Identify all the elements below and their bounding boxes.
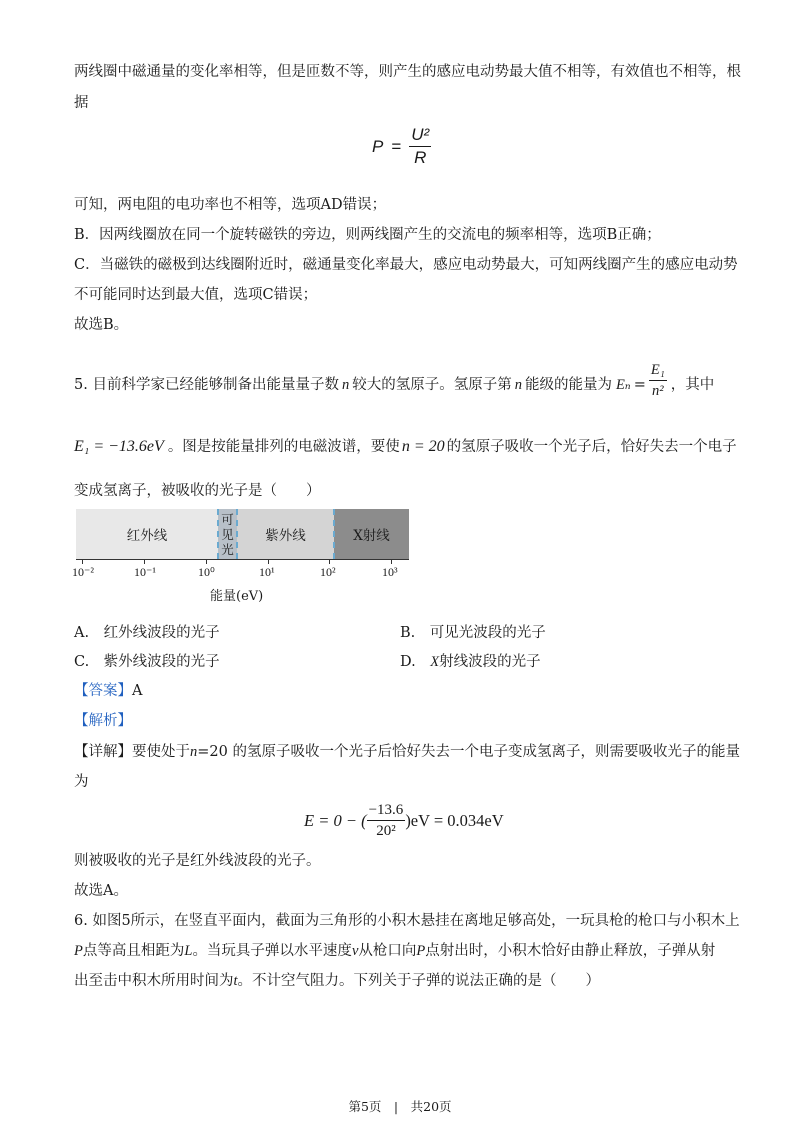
q5-stem-c: 能级的能量为 xyxy=(524,376,612,393)
em-spectrum-diagram xyxy=(76,509,409,559)
q5-frac-den: n² xyxy=(651,383,664,399)
q5-En: Eₙ xyxy=(615,376,631,393)
q5-stem-d: ，其中 xyxy=(670,376,715,393)
divider-ir-visible xyxy=(217,509,219,559)
q5-n20: n = 20 xyxy=(401,438,445,455)
tick-label: 10² xyxy=(320,565,336,579)
intro-line-6: 不可能同时达到最大值，选项C错误； xyxy=(74,287,318,303)
intro-line-2: 据 xyxy=(74,95,89,111)
page-footer: 第5页 | 共20页 xyxy=(348,1099,452,1114)
tick-label: 10⁻² xyxy=(72,565,94,579)
calc-lhs: E = 0 − ( xyxy=(304,810,367,830)
band-xray xyxy=(334,509,409,559)
divider-uv-xray xyxy=(333,509,335,559)
axis-label: 能量(eV) xyxy=(210,589,264,604)
final-answer-line: 故选A。 xyxy=(74,883,128,899)
band-ultraviolet xyxy=(237,509,334,559)
q5-eq: = xyxy=(633,376,646,393)
divider-visible-uv xyxy=(236,509,238,559)
formula-eq: = xyxy=(391,136,402,156)
q6-line-3 xyxy=(74,971,600,991)
q6-line-2b: 。当玩具子弹以水平速度 xyxy=(192,943,352,959)
q6-line-2d: 点射出时，小积木恰好由静止释放，子弹从射 xyxy=(425,943,716,959)
band-visible-label-3: 光 xyxy=(221,541,234,557)
calc-den: 20² xyxy=(376,823,396,839)
calc-fraction xyxy=(367,800,406,841)
formula-numerator: U² xyxy=(409,124,431,147)
q6-line-3a: 出至击中积木所用时间为 xyxy=(74,973,234,989)
band-visible-label-1: 可 xyxy=(221,511,234,527)
intro-line-3: 可知，两电阻的电功率也不相等，选项AD错误； xyxy=(74,197,387,213)
axis-tick xyxy=(144,559,145,564)
q5-frac-num: E₁ xyxy=(649,360,667,381)
intro-line-5: C．当磁铁的磁极到达线圈附近时，磁通量变化率最大，感应电动势最大，可知两线圈产生的感应电动势 xyxy=(74,257,738,273)
q6-P: P xyxy=(74,943,83,959)
option-d-rest: 射线波段的光子 xyxy=(439,654,541,670)
q6-line-2c: 从枪口向 xyxy=(358,943,417,959)
intro-line-7: 故选B。 xyxy=(74,317,129,333)
conclusion-line: 则被吸收的光子是红外线波段的光子。 xyxy=(74,853,321,869)
option-d-x: X xyxy=(430,654,440,670)
energy-axis xyxy=(76,559,409,560)
detail-n: n xyxy=(190,744,198,760)
tick-label: 10⁰ xyxy=(198,565,215,579)
axis-tick xyxy=(206,559,207,564)
q5-stem-f: 的氢原子吸收一个光子后，恰好失去一个电子 xyxy=(446,439,737,455)
option-d-prefix: D. xyxy=(400,654,431,670)
detail-tag: 【详解】 xyxy=(74,744,132,760)
q5-stem-line-3: 变成氢离子，被吸收的光子是（ ） xyxy=(74,483,321,499)
tick-label: 10¹ xyxy=(259,565,275,579)
q6-v: v xyxy=(351,943,359,959)
detail-line-1 xyxy=(74,742,740,762)
axis-tick xyxy=(82,559,83,564)
formula-lhs: P xyxy=(372,136,384,156)
option-d[interactable] xyxy=(400,652,541,672)
q5-E1-expr: E₁ = −13.6eV xyxy=(74,438,164,455)
axis-tick xyxy=(391,559,392,564)
intro-line-1: 两线圈中磁通量的变化率相等，但是匝数不等，则产生的感应电动势最大值不相等，有效值也不相等，根 xyxy=(74,64,741,80)
band-ultraviolet-label: 紫外线 xyxy=(265,528,306,544)
tick-label: 10⁻¹ xyxy=(134,565,156,579)
energy-calculation xyxy=(304,800,504,841)
formula-denominator: R xyxy=(414,148,427,167)
formula-fraction xyxy=(409,124,431,169)
option-c[interactable]: C. 紫外线波段的光子 xyxy=(74,654,220,670)
q5-stem-a: 5. 目前科学家已经能够制备出能量量子数 xyxy=(74,376,339,393)
option-b[interactable]: B. 可见光波段的光子 xyxy=(400,625,546,641)
answer-line xyxy=(74,681,142,701)
q6-line-2 xyxy=(74,941,715,961)
detail-line-2: 为 xyxy=(74,774,89,790)
q6-line-2a: 点等高且相距为 xyxy=(82,943,185,959)
intro-line-4: B．因两线圈放在同一个旋转磁铁的旁边，则两线圈产生的交流电的频率相等，选项B正确； xyxy=(74,227,661,243)
band-visible xyxy=(218,509,237,559)
axis-tick xyxy=(329,559,330,564)
q6-line-1: 6. 如图5所示，在竖直平面内，截面为三角形的小积木悬挂在离地足够高处，一玩具枪的枪口与小积木上 xyxy=(74,913,740,929)
answer-tag: 【答案】 xyxy=(74,683,132,699)
power-formula xyxy=(372,124,431,169)
calc-tail: )eV = 0.034eV xyxy=(405,810,504,830)
q5-stem-line-2 xyxy=(74,437,737,457)
tick-label: 10³ xyxy=(382,565,398,579)
q6-line-3b: 。不计空气阻力。下列关于子弹的说法正确的是（ ） xyxy=(237,973,601,989)
q6-t: t xyxy=(233,973,238,989)
band-infrared-label: 红外线 xyxy=(126,528,168,544)
detail-b: =20 的氢原子吸收一个光子后恰好失去一个电子变成氢离子，则需要吸收光子的能量 xyxy=(197,744,740,760)
option-a[interactable]: A. 红外线波段的光子 xyxy=(74,625,220,641)
q5-energy-fraction xyxy=(649,360,667,401)
q5-stem-e: 。图是按能量排列的电磁波谱，要使 xyxy=(167,439,400,455)
band-infrared xyxy=(76,509,218,559)
axis-tick xyxy=(268,559,269,564)
q5-n: n xyxy=(341,376,350,393)
q5-stem-line-1 xyxy=(74,364,714,405)
band-xray-label: X射线 xyxy=(353,528,390,544)
q5-n-2: n xyxy=(514,376,522,393)
band-visible-label-2: 见 xyxy=(221,526,234,542)
calc-num: −13.6 xyxy=(367,800,406,821)
q6-L: L xyxy=(184,943,193,959)
q5-stem-b: 较大的氢原子。氢原子第 xyxy=(352,376,512,393)
detail-a: 要使处于 xyxy=(132,744,190,760)
q6-P-2: P xyxy=(416,943,426,959)
analysis-tag: 【解析】 xyxy=(74,713,132,729)
answer-value: A xyxy=(132,683,143,699)
